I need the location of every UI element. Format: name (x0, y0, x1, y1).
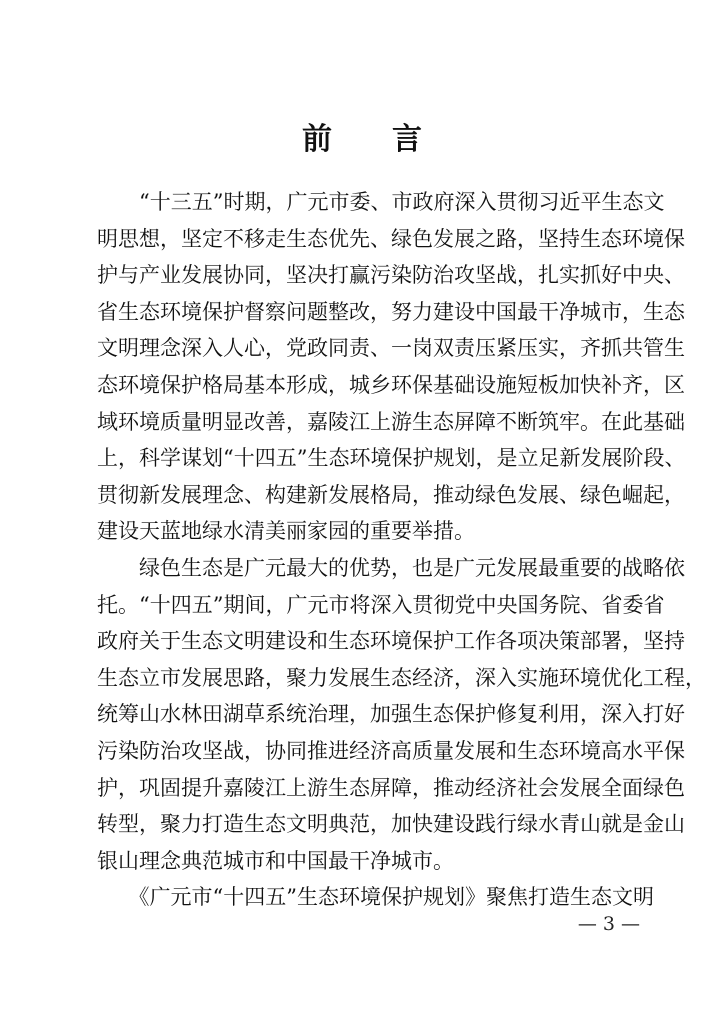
paragraph-1-line-9: 贯彻新发展理念、构建新发展格局，推动绿色发展、绿色崛起， (97, 482, 685, 507)
paragraph-1-line-5: 文明理念深入人心，党政同责、一岗双责压紧压实，齐抓共管生 (97, 336, 685, 361)
paragraph-2-line-7: 护，巩固提升嘉陵江上游生态屏障，推动经济社会发展全面绿色 (97, 775, 685, 800)
paragraph-1-line-8: 上，科学谋划“十四五”生态环境保护规划，是立足新发展阶段、 (97, 446, 686, 471)
paragraph-2-line-2: 托。“十四五”期间，广元市将深入贯彻党中央国务院、省委省 (97, 592, 665, 617)
paragraph-1-line-10: 建设天蓝地绿水清美丽家园的重要举措。 (97, 519, 475, 544)
page-title: 前 言 (302, 122, 422, 157)
paragraph-2-line-4: 生态立市发展思路，聚力发展生态经济，深入实施环境优化工程， (97, 665, 706, 690)
paragraph-2-line-3: 政府关于生态文明建设和生态环境保护工作各项决策部署，坚持 (97, 629, 685, 654)
paragraph-2-line-6: 污染防治攻坚战，协同推进经济高质量发展和生态环境高水平保 (97, 738, 685, 763)
paragraph-1-line-7: 域环境质量明显改善，嘉陵江上游生态屏障不断筑牢。在此基础 (97, 409, 685, 434)
paragraph-1-line-1: “十三五”时期，广元市委、市政府深入贯彻习近平生态文 (97, 190, 665, 214)
page-number: — 3 — (577, 913, 640, 935)
paragraph-3-line-1: 《广元市“十四五”生态环境保护规划》聚焦打造生态文明 (97, 885, 654, 910)
paragraph-2-line-5: 统筹山水林田湖草系统治理，加强生态保护修复利用，深入打好 (97, 702, 685, 727)
paragraph-1-line-4: 省生态环境保护督察问题整改，努力建设中国最干净城市，生态 (97, 299, 685, 324)
paragraph-1-line-3: 护与产业发展协同，坚决打赢污染防治攻坚战，扎实抓好中央、 (97, 263, 685, 288)
paragraph-2-line-9: 银山理念典范城市和中国最干净城市。 (97, 848, 454, 873)
paragraph-1-line-6: 态环境保护格局基本形成，城乡环保基础设施短板加快补齐，区 (97, 372, 685, 397)
paragraph-2-line-1: 绿色生态是广元最大的优势，也是广元发展最重要的战略依 (97, 555, 685, 580)
body-text (97, 184, 706, 916)
paragraph-1-line-2: 明思想，坚定不移走生态优先、绿色发展之路，坚持生态环境保 (97, 226, 685, 251)
paragraph-2-line-8: 转型，聚力打造生态文明典范，加快建设践行绿水青山就是金山 (97, 812, 685, 837)
